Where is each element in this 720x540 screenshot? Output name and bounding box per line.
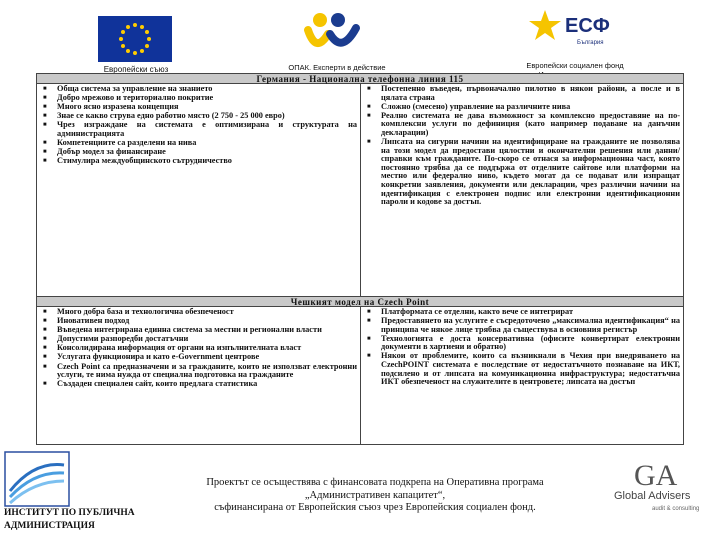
opak-caption: ОПАК. Експерти в действие	[288, 63, 386, 72]
funding-statement	[150, 477, 600, 515]
section-czech-columns	[37, 307, 683, 445]
section-title-germany: Германия - Национална телефонна линия 115	[37, 74, 683, 84]
list-item: ■ Много добра база и технологична обезпеченост	[40, 308, 357, 317]
opak-logo	[272, 8, 402, 58]
header-logos	[0, 0, 720, 72]
list-item: ■ Въведена интегрирана единна система за местни и регионални власти	[40, 326, 357, 335]
czech-strengths-column	[37, 307, 360, 445]
czech-strengths-list	[40, 308, 357, 389]
list-item: ■ Някои от проблемите, които са възникнали в Чехия при внедряването на CzechPOINT системата е последствие от недостатъчното познаване на ИКТ, подсилено и от липсата на комуникационна инфраструктура; недостатъчна ИКТ обезпеченост на служителите в центровете; липсата на достъп	[364, 352, 680, 386]
comparison-table	[36, 73, 684, 445]
institute-name-line2: АДМИНИСТРАЦИЯ	[4, 521, 95, 531]
ga-tagline: audit & consulting	[652, 506, 700, 512]
esf-logo	[525, 6, 625, 56]
list-item: ■ Допустими разпоредби достатъчни	[40, 335, 357, 344]
global-advisers-logo	[612, 455, 716, 515]
list-item: ■ Чрез изграждане на системата е оптимизирана и структурата на администрацията	[40, 121, 357, 138]
list-item: ■ Czech Point са предназначени и за гражданите, които не използват електронни услуги, те нима нужда от специална подготовка на гражданите	[40, 363, 357, 380]
eu-logo-block	[92, 16, 180, 74]
list-item: ■ Платформата се отделни, както вече се интегрират	[364, 308, 680, 317]
list-item: ■ Знае се какво струва едно работно място (2 750 - 25 000 евро)	[40, 112, 357, 121]
list-item: ■ Компетенциите са разделени на нива	[40, 139, 357, 148]
list-item: ■ Много ясно изразена концепция	[40, 103, 357, 112]
czech-weaknesses-list	[364, 308, 680, 387]
institute-name	[4, 507, 135, 533]
funding-line2: „Административен капацитет“,	[304, 489, 446, 501]
list-item: ■ Сложно (смесено) управление на различните нива	[364, 103, 680, 112]
funding-line1: Проектът се осъществява с финансовата подкрепа на Оперативна програма	[206, 477, 544, 488]
list-item: ■ Предоставянето на услугите е съсредоточено „максимална идентификация“ на принципа че някое лице трябва да съществува в основния регистър	[364, 317, 680, 334]
esf-brand-text: ЕСФ	[565, 15, 610, 37]
list-item: ■ Постепенно въведен, първоначално пилотно в някои райони, а после и в цялата страна	[364, 85, 680, 102]
list-item: ■ Обща система за управление на знанието	[40, 85, 357, 94]
footer	[0, 445, 720, 540]
institute-name-line1: ИНСТИТУТ ПО ПУБЛИЧНА	[4, 508, 135, 518]
list-item: ■ Добро мрежово и териториално покритие	[40, 94, 357, 103]
list-item: ■ Услугата функционира и като e-Government центрове	[40, 353, 357, 362]
czech-weaknesses-column	[360, 307, 683, 445]
section-title-czech: Чешкият модел на Czech Point	[37, 297, 683, 307]
esf-country-text: България	[577, 40, 604, 46]
germany-weaknesses-column	[360, 84, 683, 296]
eu-caption: Европейски съюз	[103, 65, 169, 74]
esf-logo-block	[500, 6, 650, 79]
ga-letters: GA	[634, 459, 678, 492]
list-item: ■ Липсата на сигурни начини на идентифициране на гражданите не позволява на този модел да предостави цялостни и окончателни решения или данни/справки към гражданите. По-скоро се отнася за информационна част, която постоянно трябва да се поддържа от отделните сайтове или платформи на местно или федерално ниво, където могат да се подават или изпращат конкретни заявления, документи или декларации, чрез различни начини на идентификация с електронен подпис или електронни идентификационни пароли и кодове за достъп.	[364, 138, 680, 207]
funding-line3: съфинансирана от Европейския съюз чрез Европейския социален фонд.	[214, 502, 536, 513]
eu-flag-logo	[98, 16, 172, 62]
list-item: ■ Технологията е доста консервативна (офисите конвертират електронни документи в хартиени и обратно)	[364, 335, 680, 352]
list-item: ■ Стимулира междуобщинското сътрудничество	[40, 157, 357, 166]
list-item: ■ Реално системата не дава възможност за комплексно предоставяне на по-комплексни услуги по дефиниция (като например подаване на данъчни декларации)	[364, 112, 680, 138]
ga-name: Global Advisers	[614, 490, 691, 502]
list-item: ■ Консолидирана информация от органи на изпълнителната власт	[40, 344, 357, 353]
list-item: ■ Иновативен подход	[40, 317, 357, 326]
germany-strengths-list	[40, 85, 357, 166]
esf-caption-1: Европейски социален фонд	[526, 61, 624, 70]
list-item: ■ Добър модел за финансиране	[40, 148, 357, 157]
opak-logo-block	[272, 8, 402, 72]
institute-logo	[4, 451, 70, 507]
section-germany-columns	[37, 84, 683, 297]
list-item: ■ Създаден специален сайт, които предлага статистика	[40, 380, 357, 389]
germany-strengths-column	[37, 84, 360, 296]
germany-weaknesses-list	[364, 85, 680, 207]
